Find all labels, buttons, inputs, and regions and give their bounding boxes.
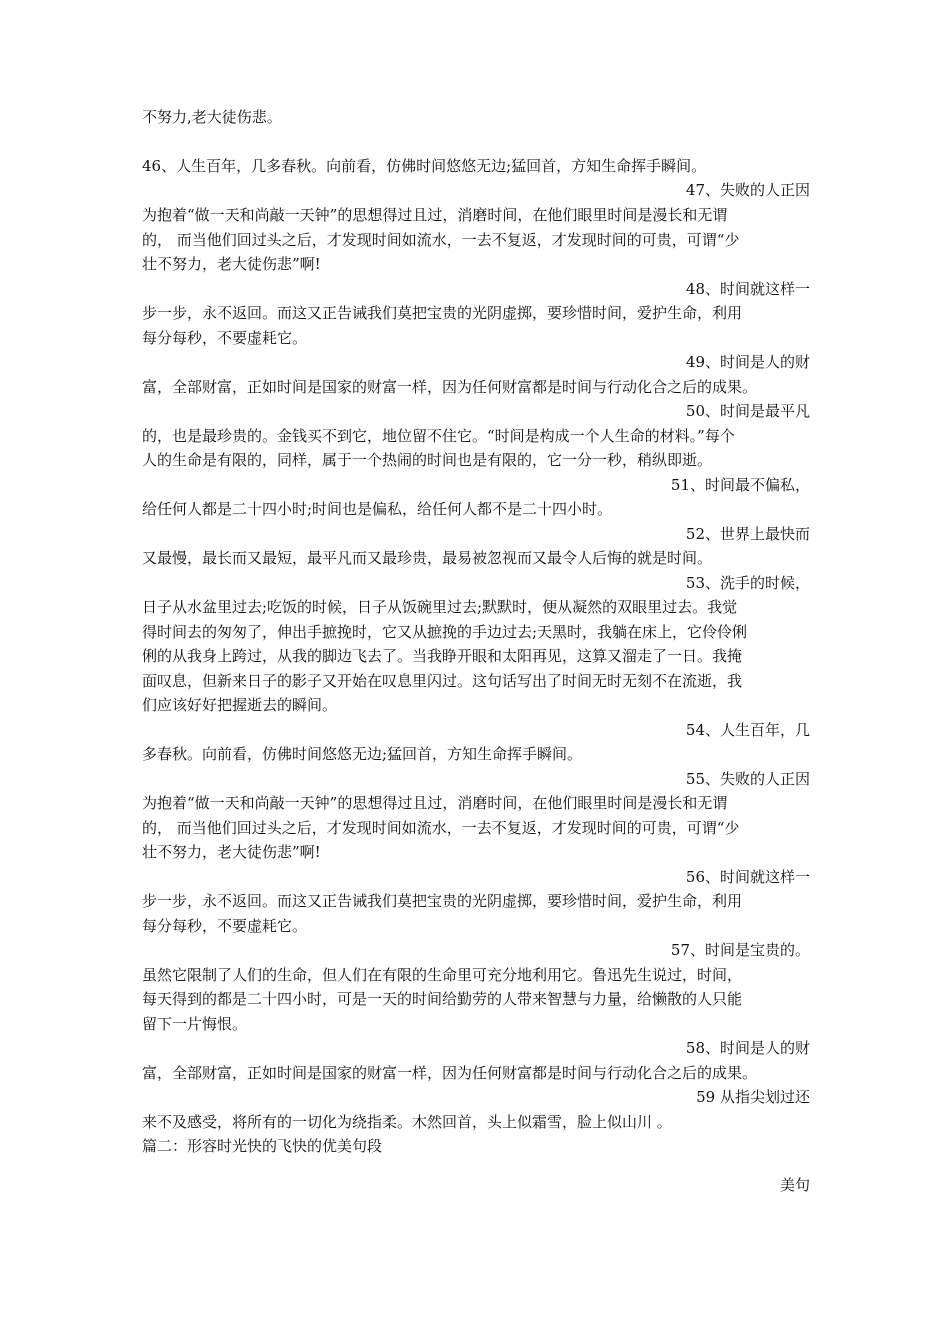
text-line: 多春秋。向前看，仿佛时间悠悠无边;猛回首，方知生命挥手瞬间。 <box>142 745 583 763</box>
text-line: 每分每秒，不要虚耗它。 <box>142 329 308 347</box>
text-line: 俐的从我身上跨过，从我的脚边飞去了。当我睁开眼和太阳再见，这算又溜走了一日。我掩 <box>142 647 743 665</box>
text-line: 壮不努力，老大徒伤悲”啊! <box>142 843 321 861</box>
text-line: 日子从水盆里过去;吃饭的时候，日子从饭碗里过去;默默时，便从凝然的双眼里过去。我觉 <box>142 598 738 616</box>
text-line: 步一步，永不返回。而这又正告诫我们莫把宝贵的光阴虚掷，要珍惜时间，爱护生命，利用 <box>142 304 743 322</box>
text-line: 的， 而当他们回过头之后，才发现时间如流水，一去不复返，才发现时间的可贵，可谓“少 <box>142 231 740 249</box>
numbered-entry-heading: 58、时间是人的财 <box>685 1039 810 1057</box>
text-line: 篇二：形容时光快的飞快的优美句段 <box>142 1137 383 1155</box>
text-line: 每分每秒，不要虚耗它。 <box>142 917 308 935</box>
numbered-entry-heading: 55、失败的人正因 <box>685 770 810 788</box>
text-line: 虽然它限制了人们的生命，但人们在有限的生命里可充分地利用它。鲁迅先生说过，时间， <box>142 966 743 984</box>
numbered-entry-heading: 51、时间最不偏私， <box>670 476 810 494</box>
text-line: 们应该好好把握逝去的瞬间。 <box>142 696 338 714</box>
text-line: 壮不努力，老大徒伤悲”啊! <box>142 255 321 273</box>
text-line: 不努力,老大徒伤悲。 <box>142 108 282 126</box>
text-line: 得时间去的匆匆了，伸出手摭挽时，它又从摭挽的手边过去;天黑时，我躺在床上，它伶伶俐 <box>142 623 748 641</box>
numbered-entry-heading: 53、洗手的时候， <box>685 574 810 592</box>
numbered-entry-heading: 47、失败的人正因 <box>685 181 810 199</box>
numbered-entry-heading: 59 从指尖划过还 <box>696 1088 810 1106</box>
numbered-entry-heading: 57、时间是宝贵的。 <box>670 941 810 959</box>
numbered-entry-heading: 54、人生百年，几 <box>685 721 810 739</box>
text-line: 每天得到的都是二十四小时，可是一天的时间给勤劳的人带来智慧与力量，给懒散的人只能 <box>142 990 743 1008</box>
text-line: 为抱着“做一天和尚敲一天钟”的思想得过且过，消磨时间，在他们眼里时间是漫长和无谓 <box>142 794 728 812</box>
numbered-entry-heading: 49、时间是人的财 <box>685 353 810 371</box>
numbered-entry-heading: 48、时间就这样一 <box>685 280 810 298</box>
text-line: 为抱着“做一天和尚敲一天钟”的思想得过且过，消磨时间，在他们眼里时间是漫长和无谓 <box>142 206 728 224</box>
text-line: 46、人生百年，几多春秋。向前看，仿佛时间悠悠无边;猛回首，方知生命挥手瞬间。 <box>142 157 707 175</box>
text-line: 的， 而当他们回过头之后，才发现时间如流水，一去不复返，才发现时间的可贵，可谓“少 <box>142 819 740 837</box>
numbered-entry-heading: 美句 <box>779 1176 810 1194</box>
text-line: 来不及感受，将所有的一切化为绕指柔。木然回首，头上似霜雪，脸上似山川 。 <box>142 1113 672 1131</box>
numbered-entry-heading: 56、时间就这样一 <box>685 868 810 886</box>
text-line: 富，全部财富，正如时间是国家的财富一样，因为任何财富都是时间与行动化合之后的成果。 <box>142 1064 758 1082</box>
text-line: 面叹息，但新来日子的影子又开始在叹息里闪过。这句话写出了时间无时无刻不在流逝，我 <box>142 672 743 690</box>
text-line: 步一步，永不返回。而这又正告诫我们莫把宝贵的光阴虚掷，要珍惜时间，爱护生命，利用 <box>142 892 743 910</box>
numbered-entry-heading: 50、时间是最平凡 <box>685 402 810 420</box>
text-line: 富，全部财富，正如时间是国家的财富一样，因为任何财富都是时间与行动化合之后的成果。 <box>142 378 758 396</box>
text-line: 留下一片悔恨。 <box>142 1015 248 1033</box>
text-line: 的，也是最珍贵的。金钱买不到它，地位留不住它。“时间是构成一个人生命的材料。”每个 <box>142 427 735 445</box>
text-line: 又最慢，最长而又最短，最平凡而又最珍贵，最易被忽视而又最令人后悔的就是时间。 <box>142 549 713 567</box>
text-line: 人的生命是有限的，同样，属于一个热闹的时间也是有限的，它一分一秒，稍纵即逝。 <box>142 451 713 469</box>
numbered-entry-heading: 52、世界上最快而 <box>685 525 810 543</box>
text-line: 给任何人都是二十四小时;时间也是偏私，给任何人都不是二十四小时。 <box>142 500 613 518</box>
